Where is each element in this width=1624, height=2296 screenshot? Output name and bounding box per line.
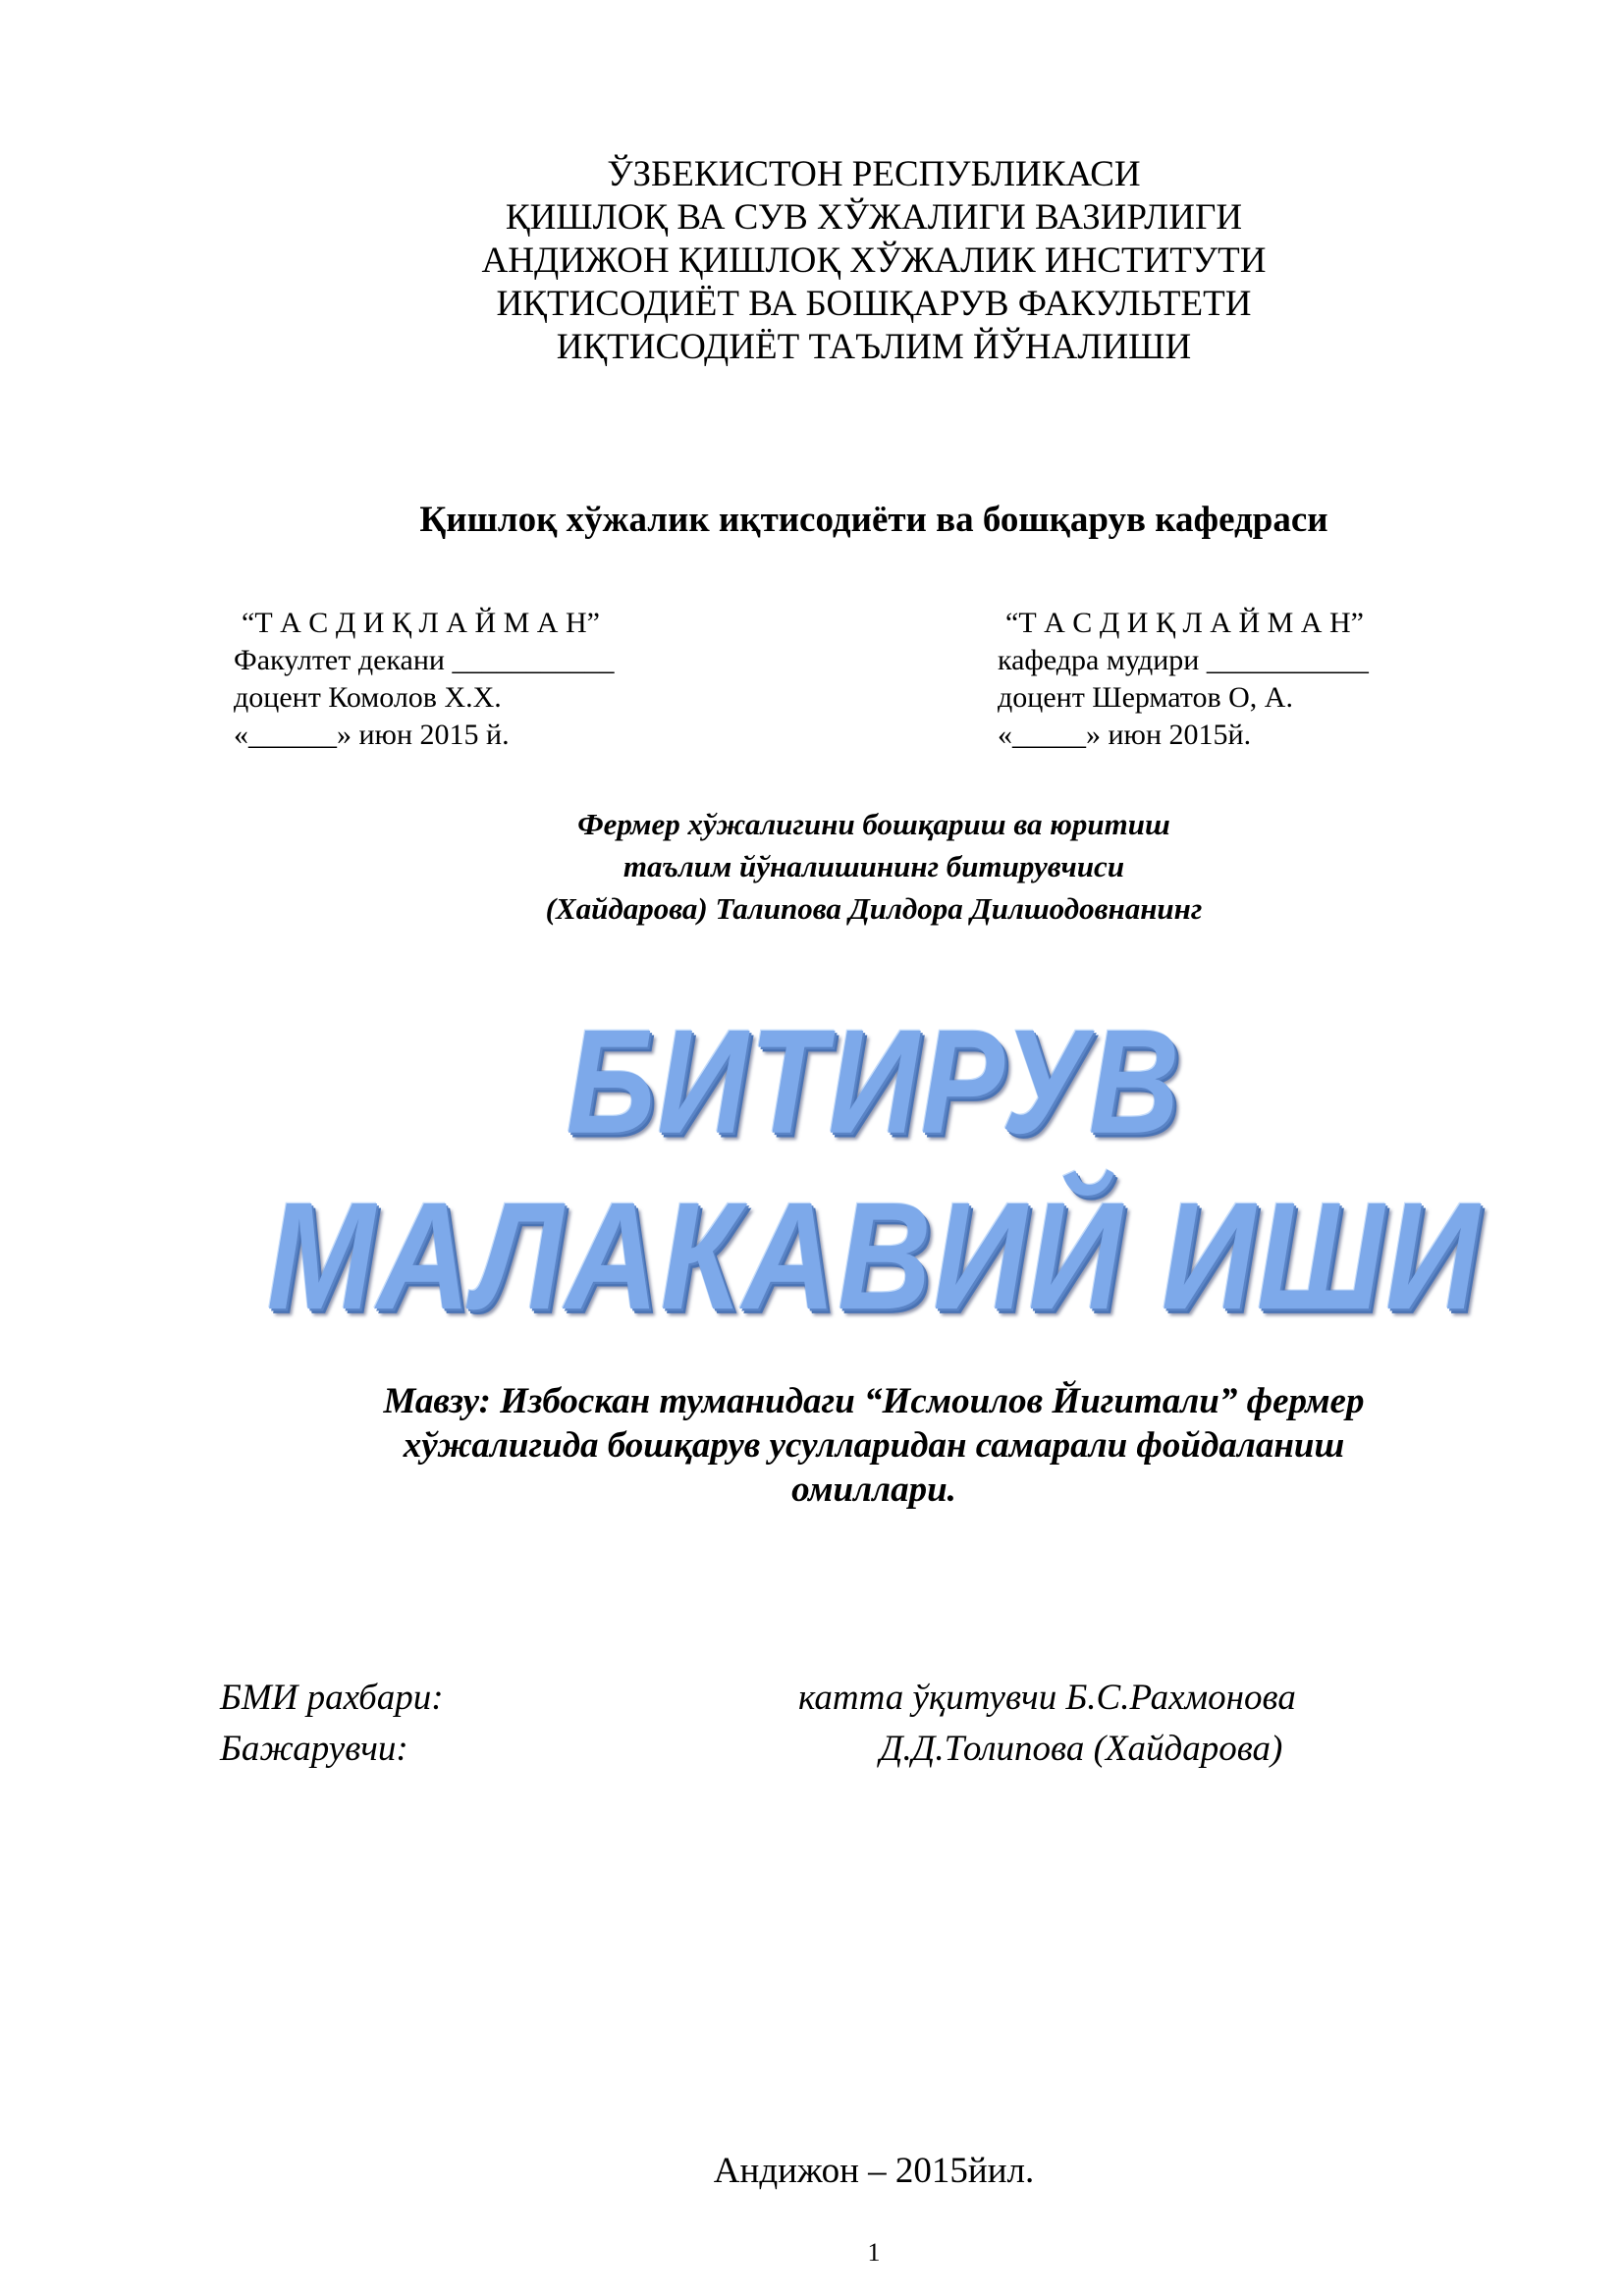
approval-right-date: «_____» июн 2015й.	[998, 719, 1252, 751]
topic-line-1: Мавзу: Избоскан туманидаги “Исмоилов Йигитали” фермер	[383, 1381, 1365, 1421]
approval-right	[998, 605, 1369, 754]
header-institute: АНДИЖОН ҚИШЛОҚ ХЎЖАЛИК ИНСТИТУТИ	[481, 240, 1267, 281]
approval-left-title: “Т А С Д И Қ Л А Й М А Н”	[242, 607, 600, 639]
approval-left-date: «______» июн 2015 й.	[234, 719, 510, 751]
wordart-title-line1: БИТИРУВ	[566, 999, 1182, 1165]
graduate-line-direction: таълим йўналишининг битирувчиси	[623, 849, 1125, 883]
approval-right-position: кафедра мудири ___________	[998, 644, 1369, 676]
topic-line-2: хўжалигида бошқарув усулларидан самарали фойдаланиш	[403, 1425, 1345, 1466]
author-label: Бажарувчи:	[220, 1729, 408, 1769]
header-country: ЎЗБЕКИСТОН РЕСПУБЛИКАСИ	[607, 154, 1141, 194]
header-block	[0, 153, 1624, 369]
header-ministry: ҚИШЛОҚ ВА СУВ ХЎЖАЛИГИ ВАЗИРЛИГИ	[505, 197, 1243, 238]
approval-left-person: доцент Комолов Х.Х.	[234, 681, 502, 714]
department-title: Қишлоқ хўжалик иқтисодиёти ва бошқарув кафедраси	[419, 500, 1328, 540]
header-direction: ИҚТИСОДИЁТ ТАЪЛИМ ЙЎНАЛИШИ	[556, 327, 1192, 367]
thesis-topic	[0, 1379, 1624, 1512]
header-faculty: ИҚТИСОДИЁТ ВА БОШҚАРУВ ФАКУЛЬТЕТИ	[496, 284, 1252, 324]
approval-right-person: доцент Шерматов О, А.	[998, 681, 1293, 714]
supervisor-label: БМИ рахбари:	[220, 1678, 444, 1718]
approval-left	[234, 605, 614, 754]
city-year: Андижон – 2015йил.	[713, 2151, 1035, 2191]
supervisor-name: катта ўқитувчи Б.С.Рахмонова	[798, 1678, 1296, 1718]
topic-line-3: омиллари.	[791, 1469, 956, 1510]
graduate-line-program: Фермер хўжалигини бошқариш ва юритиш	[577, 807, 1170, 841]
page-number: 1	[867, 2238, 881, 2267]
graduate-info	[0, 803, 1624, 930]
wordart-title-line2: МАЛАКАВИЙ ИШИ	[266, 1170, 1482, 1342]
graduate-line-name: (Хайдарова) Талипова Дилдора Дилшодовнанинг	[545, 891, 1203, 926]
approval-left-position: Факултет декани ___________	[234, 644, 615, 676]
author-name: Д.Д.Толипова (Хайдарова)	[880, 1729, 1283, 1769]
approval-right-title: “Т А С Д И Қ Л А Й М А Н”	[1005, 607, 1364, 639]
